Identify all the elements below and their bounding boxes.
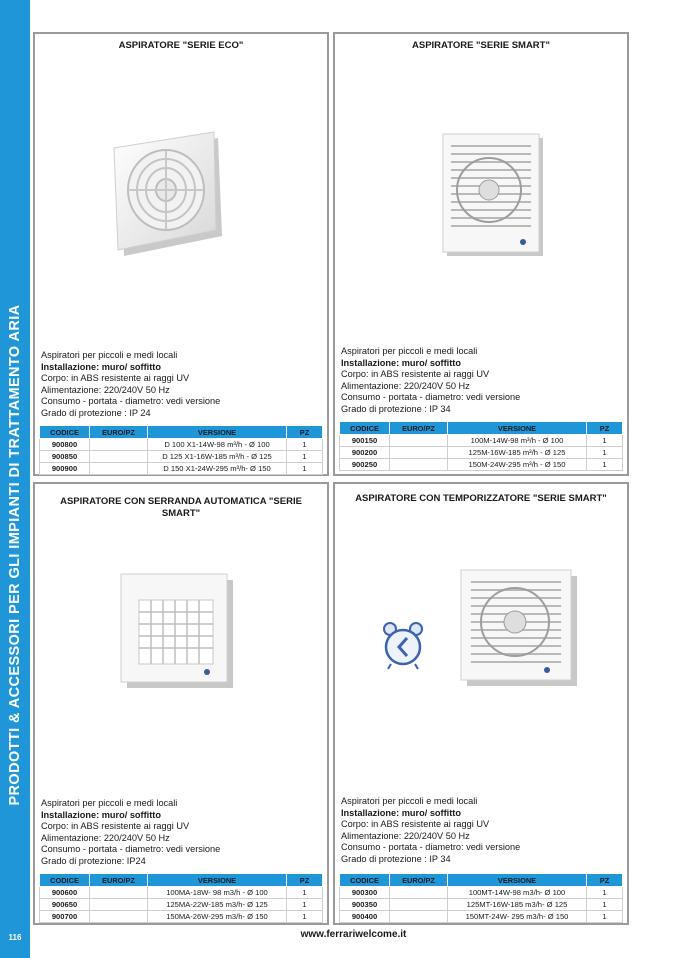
col-pz: PZ <box>587 874 623 887</box>
col-versione: VERSIONE <box>148 426 287 439</box>
col-codice: CODICE <box>40 874 90 887</box>
table-row: 900600 100MA-18W- 98 m3/h - Ø 100 1 <box>40 887 323 899</box>
col-pz: PZ <box>287 426 323 439</box>
product-description: Aspiratori per piccoli e medi locali Installazione: muro/ soffitto Corpo: in ABS resistente ai raggi UV Alimentazione: 220/240V 50 Hz Consumo - portata - diametro: vedi versione Grado di protezione : IP 34 <box>341 346 521 414</box>
col-codice: CODICE <box>340 422 390 435</box>
col-euro: EURO/PZ <box>390 874 448 887</box>
col-pz: PZ <box>287 874 323 887</box>
footer-website-link[interactable]: www.ferrariwelcome.it <box>300 929 407 940</box>
spec-table <box>339 873 623 923</box>
fan-temporizzatore-image <box>459 568 581 690</box>
col-versione: VERSIONE <box>448 874 587 887</box>
table-row: 900150 100M-14W-98 m³/h - Ø 100 1 <box>340 435 623 447</box>
table-row: 900900 D 150 X1-24W-295 m³/h- Ø 150 1 <box>40 463 323 475</box>
spec-table <box>39 873 323 923</box>
col-euro: EURO/PZ <box>90 426 148 439</box>
category-sidebar <box>0 0 30 958</box>
fan-serranda-image <box>119 572 237 692</box>
category-title: PRODOTTI & ACCESSORI PER GLI IMPIANTI DI TRATTAMENTO ARIA <box>7 304 23 806</box>
fan-eco-image <box>100 126 250 286</box>
product-description: Aspiratori per piccoli e medi locali Installazione: muro/ soffitto Corpo: in ABS resistente ai raggi UV Alimentazione: 220/240V 50 Hz Consumo - portata - diametro: vedi versione Grado di protezione : IP 34 <box>341 796 521 864</box>
timer-clock-icon <box>381 620 425 670</box>
col-versione: VERSIONE <box>148 874 287 887</box>
product-card-serranda <box>33 482 329 925</box>
col-codice: CODICE <box>40 426 90 439</box>
table-row: 900350 125MT-16W-185 m3/h- Ø 125 1 <box>340 899 623 911</box>
page-number: 116 <box>8 933 22 942</box>
product-title: ASPIRATORE CON SERRANDA AUTOMATICA "SERIE SMART" <box>60 496 302 519</box>
col-euro: EURO/PZ <box>390 422 448 435</box>
col-pz: PZ <box>587 422 623 435</box>
col-codice: CODICE <box>340 874 390 887</box>
col-versione: VERSIONE <box>448 422 587 435</box>
product-title: ASPIRATORE "SERIE ECO" <box>118 40 244 51</box>
product-description: Aspiratori per piccoli e medi locali Installazione: muro/ soffitto Corpo: in ABS resistente ai raggi UV Alimentazione: 220/240V 50 Hz Consumo - portata - diametro: vedi versione Grado di protezione: IP24 <box>41 798 221 866</box>
table-row: 900400 150MT-24W- 295 m3/h- Ø 150 1 <box>340 911 623 923</box>
product-title: ASPIRATORE CON TEMPORIZZATORE "SERIE SMART" <box>355 493 607 504</box>
col-euro: EURO/PZ <box>90 874 148 887</box>
product-card-temporizzatore <box>333 482 629 925</box>
spec-table <box>339 421 623 471</box>
fan-smart-image <box>439 132 549 262</box>
spec-table <box>39 425 323 475</box>
table-row: 900700 150MA-26W-295 m3/h- Ø 150 1 <box>40 911 323 923</box>
table-row: 900250 150M-24W-295 m³/h - Ø 150 1 <box>340 459 623 471</box>
product-title: ASPIRATORE "SERIE SMART" <box>412 40 550 51</box>
table-row: 900850 D 125 X1-16W-185 m³/h - Ø 125 1 <box>40 451 323 463</box>
product-description: Aspiratori per piccoli e medi locali Installazione: muro/ soffitto Corpo: in ABS resistente ai raggi UV Alimentazione: 220/240V 50 Hz Consumo - portata - diametro: vedi versione Grado di protezione : IP 24 <box>41 350 221 418</box>
product-card-eco <box>33 32 329 476</box>
product-card-smart <box>333 32 629 476</box>
table-row: 900800 D 100 X1-14W-98 m³/h - Ø 100 1 <box>40 439 323 451</box>
table-row: 900300 100MT-14W-98 m3/h- Ø 100 1 <box>340 887 623 899</box>
table-row: 900650 125MA-22W-185 m3/h- Ø 125 1 <box>40 899 323 911</box>
table-row: 900200 125M-16W-185 m³/h - Ø 125 1 <box>340 447 623 459</box>
